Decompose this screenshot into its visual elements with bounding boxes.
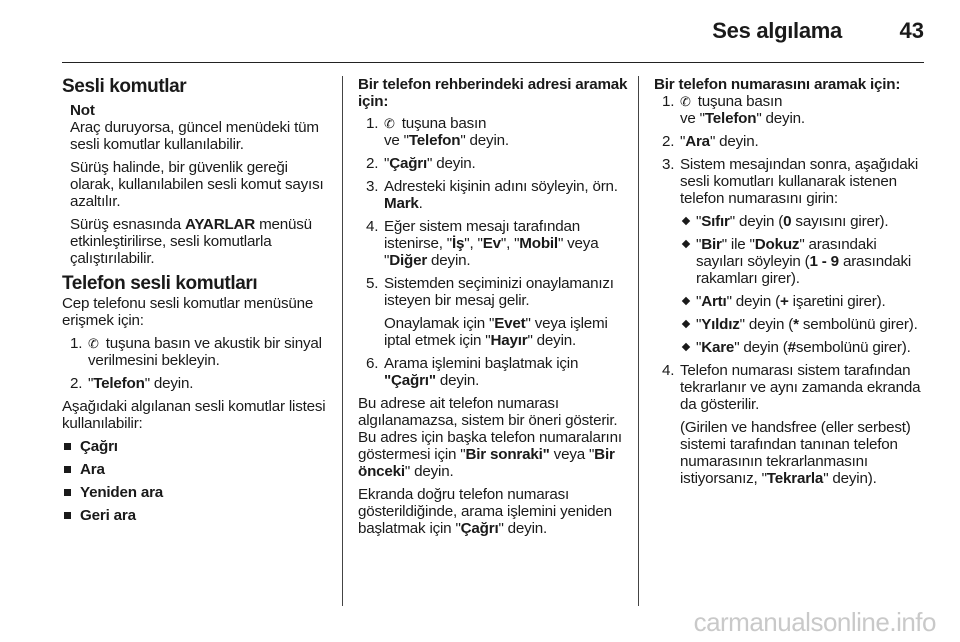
text: " deyin. [756,110,805,127]
text: işaretini girer). [788,293,886,310]
command-term: Çağrı [389,155,428,172]
digit-range: 1 - 9 [809,253,839,270]
text: Telefon numarası sistem tarafından tekrarlanır ve aynı zamanda ekranda da gösterilir. [680,362,921,413]
command-item: Geri ara [62,507,334,524]
step-1 [358,115,630,149]
command-item: Yeniden ara [62,484,334,501]
text: " deyin. [460,132,509,149]
text: " [88,375,94,392]
column-divider-2 [638,76,639,606]
step-text: tuşuna basın ve akustik bir sinyal verilmesini bekleyin. [88,335,322,369]
command-item: Çağrı [62,438,334,455]
step-number: 1. [662,93,675,110]
command-term: Ev [482,235,501,252]
text: " deyin. [709,133,759,150]
text: . [418,195,423,212]
ayarlar-term: AYARLAR [185,216,256,233]
command-term: Çağrı [460,520,499,537]
watermark: carmanualsonline.info [693,607,936,637]
text: tuşuna basın [693,93,783,110]
text: " deyin). [823,470,877,487]
text: tuşuna basın [397,115,487,132]
step-3 [358,178,630,212]
command-term: Sıfır [701,213,730,230]
text: veya " [549,446,595,463]
step-4 [358,218,630,269]
command-term: Artı [701,293,727,310]
command-term: Hayır [490,332,528,349]
symbol: * [793,316,799,333]
digit: 0 [783,213,792,230]
column-divider-1 [342,76,343,606]
text: sayısını girer). [791,213,889,230]
section-heading-telefon: Telefon sesli komutları [62,273,258,294]
example-name: Mark [384,195,419,212]
text: " deyin ( [739,316,794,333]
symbol: + [779,293,789,310]
step-2 [62,375,334,392]
note-paragraph-3 [70,216,334,267]
command-term: Dokuz [754,236,800,253]
step-3 [654,156,924,207]
step-1 [62,335,334,369]
command-term: Telefon [93,375,145,392]
text: " deyin. [427,155,476,172]
bullet-yildiz [654,316,924,333]
command-term: Evet [494,315,526,332]
page-number: 43 [899,18,924,43]
command-term: Bir sonraki" [465,446,550,463]
text: " [696,213,702,230]
command-term: Diğer [389,252,428,269]
text: " deyin. [527,332,577,349]
text: " [384,155,390,172]
bullet-sifir [654,213,924,230]
command-item: Ara [62,461,334,478]
step-number: 2. [70,375,83,392]
text: " [696,293,702,310]
step-number: 3. [662,156,675,173]
step-number: 4. [662,362,675,379]
bullet-bir-dokuz [654,236,924,287]
phone-handset-icon: ✆ [680,94,691,109]
step-6 [358,355,630,389]
step-number: 3. [366,178,379,195]
text: sembolünü girer). [798,316,918,333]
text: Sürüş esnasında [70,216,186,233]
text: deyin. [427,252,471,269]
step-number: 2. [366,155,379,172]
text: (Girilen ve handsfree (eller serbest) sistemi tarafından tanınan telefon numarasının tekrarlanmasını istiyorsanız, " [680,419,911,487]
command-term: Mobil [519,235,558,252]
section-heading-sesli-komutlar: Sesli komutlar [62,76,187,97]
text: Eğer sistem mesajı tarafından istenirse, " [384,218,580,252]
command-term: Tekrarla [766,470,824,487]
paragraph-dogru-numara [358,486,630,537]
step-number: 1. [366,115,379,132]
page-title: Ses algılama [712,18,842,43]
step-number: 2. [662,133,675,150]
step-1 [654,93,924,127]
text: " [680,133,686,150]
paragraph-oneri [358,395,630,480]
text: Onaylamak için " [384,315,495,332]
confirm-text [384,315,630,349]
text: " [696,339,702,356]
phone-handset-icon: ✆ [88,336,99,351]
command-term: "Çağrı" [384,372,436,389]
step-2 [654,133,924,150]
text: " deyin ( [729,213,784,230]
step-number: 1. [70,335,83,352]
command-term: Telefon [704,110,757,127]
text: Ekranda doğru telefon numarası gösterildiğinde, arama işlemini yeniden başlatmak için " [358,486,612,537]
command-term: İş [451,235,465,252]
step-number: 5. [366,275,379,292]
text: " deyin. [144,375,194,392]
text: deyin. [435,372,480,389]
bullet-arti [654,293,924,310]
command-term: Kare [701,339,735,356]
command-term: Yıldız [701,316,740,333]
text: menüsü etkinleştirilirse, sesli komutlarla çalıştırılabilir. [70,216,312,267]
command-term: Telefon [408,132,461,149]
command-term: Ara [685,133,710,150]
text: Adresteki kişinin adını söyleyin, örn. [384,178,618,195]
column-1 [62,76,334,530]
column-2 [358,76,630,543]
text: Sistemden seçiminizi onaylamanızı isteyen bir mesaj gelir. [384,275,614,309]
note-label: Not [70,102,95,119]
bullet-kare [654,339,924,356]
step-4 [654,362,924,487]
command-term: Bir önceki [358,446,615,480]
text: ve " [384,132,409,149]
page-header [62,0,924,63]
text: ve " [680,110,705,127]
telefon-intro: Cep telefonu sesli komutlar menüsüne erişmek için: [62,295,314,329]
section-heading-numara: Bir telefon numarasını aramak için: [654,76,901,93]
list-intro: Aşağıdaki algılanan sesli komutlar listesi kullanılabilir: [62,398,326,432]
command-term: Bir [701,236,722,253]
text: " [696,316,702,333]
text: ", " [464,235,483,252]
step-2 [358,155,630,172]
symbol: # [787,339,796,356]
text: Arama işlemini başlatmak için [384,355,579,372]
text: Sistem mesajından sonra, aşağıdaki sesli komutları kullanarak istenen telefon numarasını girin: [680,156,919,207]
text: " [696,236,702,253]
text: ", " [500,235,520,252]
text: " deyin ( [734,339,788,356]
text: " arasındaki sayıları söyleyin ( [696,236,877,270]
step-number: 6. [366,355,379,372]
text: " ile " [721,236,755,253]
note-block [62,102,334,267]
step-number: 4. [366,218,379,235]
note-paragraph-1: Araç duruyorsa, güncel menüdeki tüm sesli komutlar kullanılabilir. [70,119,319,153]
text: Bu adrese ait telefon numarası algılanamazsa, sistem bir öneri gösterir. Bu adres için başka telefon numaralarını göstermesi için " [358,395,622,463]
text: sembolünü girer). [795,339,911,356]
text: " deyin ( [726,293,780,310]
section-heading-rehber: Bir telefon rehberindeki adresi aramak için: [358,76,628,110]
text: " veya " [384,235,599,269]
phone-handset-icon: ✆ [384,116,395,131]
text: arasındaki rakamları girer). [696,253,912,287]
note-paragraph-2: Sürüş halinde, bir güvenlik gereği olarak, kullanılabilen sesli komut sayısı azaltılır. [70,159,324,210]
text: " deyin. [498,520,548,537]
text: " veya işlemi iptal etmek için " [384,315,608,349]
step-5 [358,275,630,349]
column-3 [654,76,924,493]
text: " deyin. [404,463,454,480]
repeat-text [680,419,924,487]
